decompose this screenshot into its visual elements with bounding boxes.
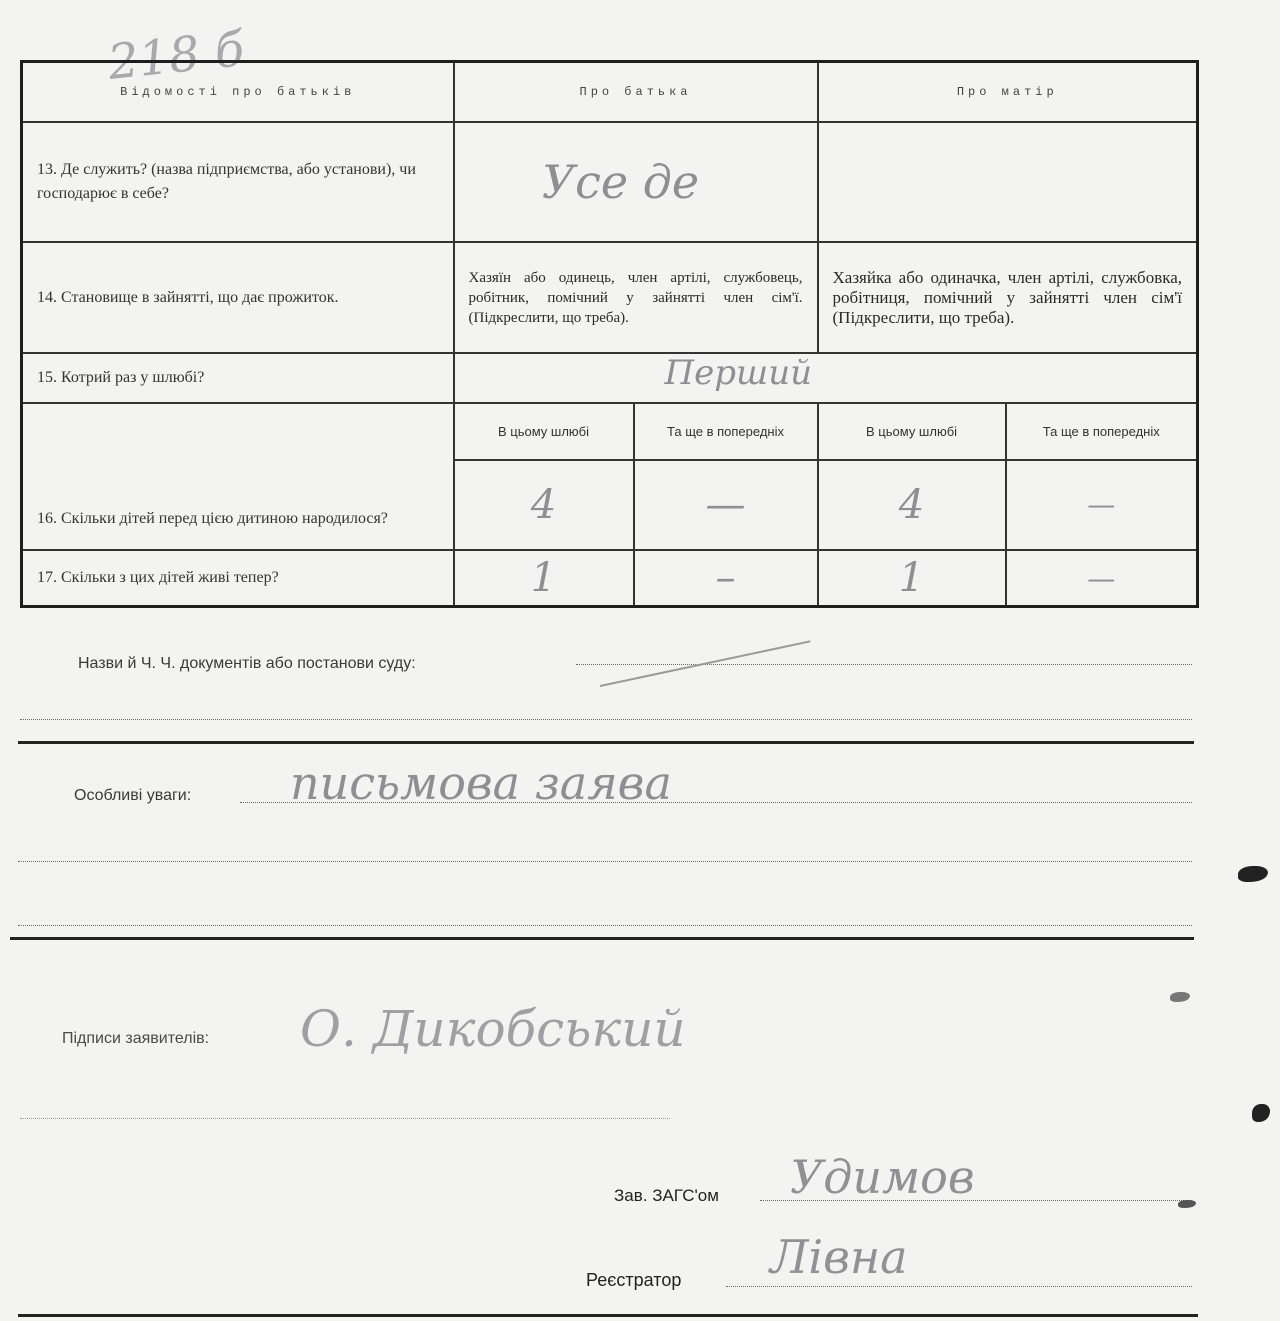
documents-line-1 [576,664,1192,665]
ink-stain [1238,866,1268,882]
signatures-label: Підписи заявителів: [62,1030,210,1047]
parents-info-table [20,60,1199,608]
question-17-label: 17. Скільки з цих дітей живі тепер? [22,550,454,606]
ink-stain [1178,1200,1196,1208]
q14-mother-options: Хазяйка або одиначка, член артілі, службовка, робітниця, помічний у зайнятті член сім'ї (Підкреслити, що треба). [818,242,1198,353]
signature-line [20,1118,670,1119]
question-16-label: 16. Скільки дітей перед цією дитиною народилося? [22,403,454,550]
q16-mother-this: 4 [818,460,1006,550]
q14-father-options: Хазяїн або одинець, член артілі, службовець, робітник, помічний у зайнятті член сім'ї. (Підкреслити, що треба). [454,242,818,353]
q13-father-answer: Усе де [541,155,700,210]
ink-stain [1170,992,1190,1002]
applicant-signature: О. Дикобський [300,1000,686,1058]
remarks-value: письмова заява [290,756,672,810]
q16-mother-previous: — [1006,460,1198,550]
q17-father-previous: – [634,550,818,606]
question-15-label: 15. Котрий раз у шлюбі? [22,353,454,403]
remarks-label: Особливі уваги: [74,787,192,804]
documents-label: Назви й Ч. Ч. документів або постанови суду: [78,655,416,672]
head-registry-line [760,1200,1192,1201]
q13-mother-answer [818,122,1198,243]
header-mother: Про матір [818,62,1198,122]
ink-stain [1252,1104,1270,1122]
q16-father-this-marriage-header: В цьому шлюбі [454,403,634,459]
registrar-line [726,1286,1192,1287]
section-divider-2 [10,937,1194,940]
q17-mother-previous: — [1006,550,1198,606]
q16-father-this: 4 [454,460,634,550]
registrar-label: Реєстратор [586,1270,682,1290]
head-registry-signature: Удимов [790,1150,975,1204]
question-13-label: 13. Де служить? (назва підприємства, або установи), чи господарює в себе? [22,122,454,243]
q16-father-previous-header: Та ще в попередніх [634,403,818,459]
archive-number: 218 б [105,21,247,91]
q17-father-this: 1 [454,550,634,606]
head-registry-label: Зав. ЗАГС'ом [614,1186,719,1205]
q17-mother-this: 1 [818,550,1006,606]
header-father: Про батька [454,62,818,122]
bottom-divider [18,1314,1198,1317]
documents-line-2 [20,719,1192,720]
header-parents-info: Відомості про батьків [22,62,454,122]
question-14-label: 14. Становище в зайнятті, що дає прожиток. [22,242,454,353]
q16-father-previous: — [634,460,818,550]
section-divider-1 [18,741,1194,744]
remarks-line-2 [18,861,1192,862]
registrar-signature: Лівна [770,1230,908,1284]
q15-answer: Перший [664,353,813,394]
q16-mother-previous-header: Та ще в попередніх [1006,403,1198,459]
remarks-line-1 [240,802,1192,803]
q16-mother-this-marriage-header: В цьому шлюбі [818,403,1006,459]
remarks-line-3 [18,925,1192,926]
